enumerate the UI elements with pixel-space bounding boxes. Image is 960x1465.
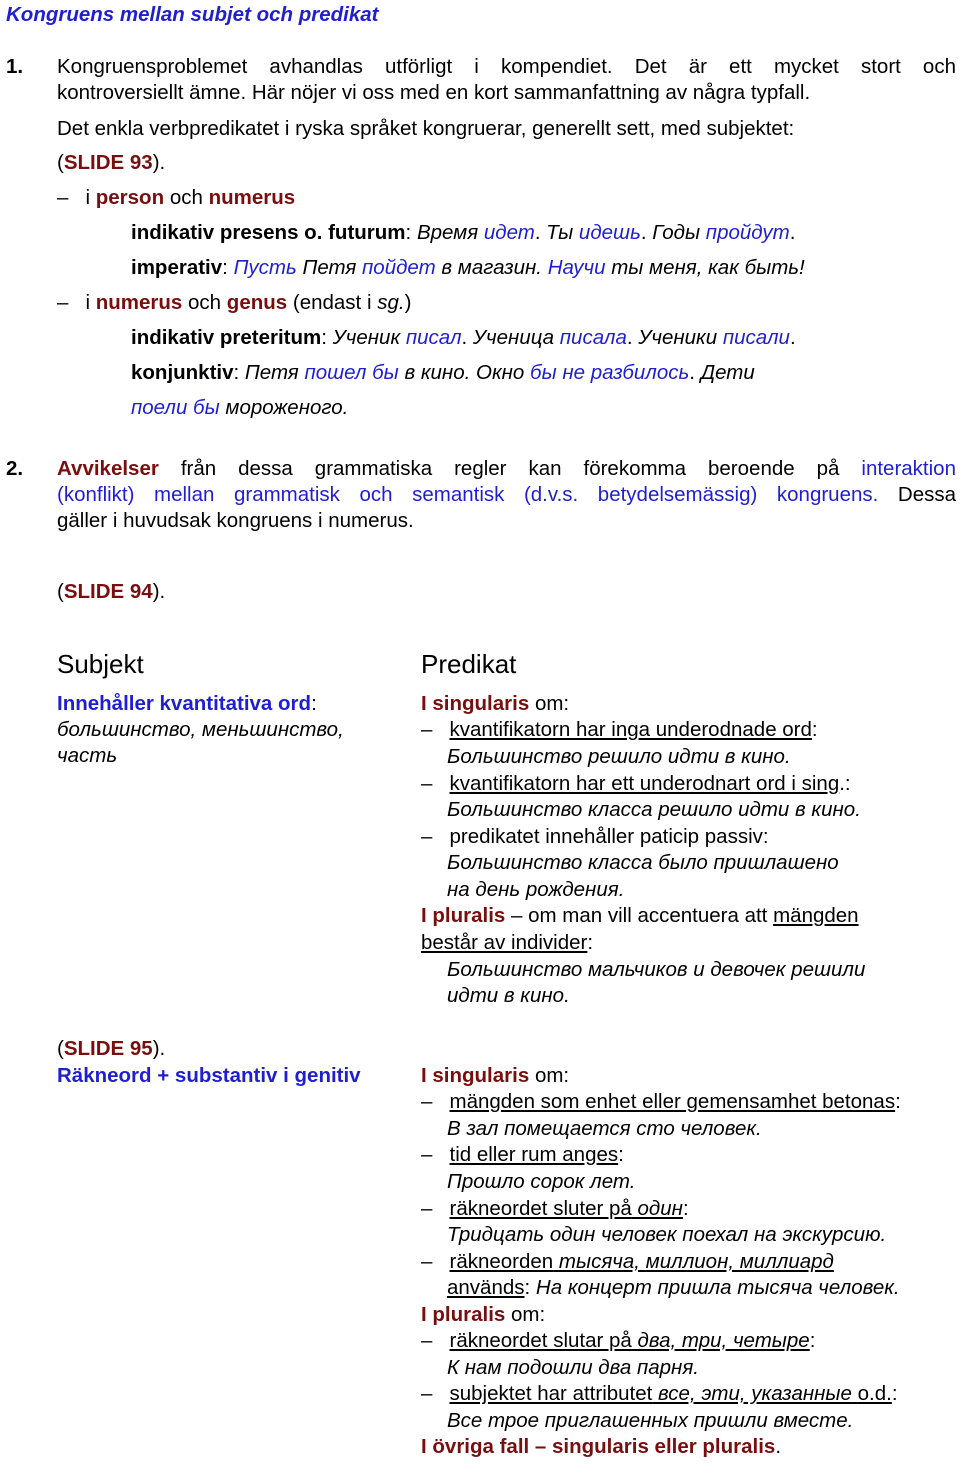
term-singularis: I singularis xyxy=(421,1064,530,1087)
rule-text: används xyxy=(447,1276,525,1299)
om-text: om: xyxy=(534,692,570,715)
predikat-ex-2: Большинство класса решило идти в кино. xyxy=(447,798,861,821)
subjekt-label: Innehåller kvantitativa ord: xyxy=(57,692,317,715)
rule-italic: два, три, четыре xyxy=(637,1329,810,1352)
rule-text: mängden som enhet eller gemensamhet betonas xyxy=(449,1090,896,1113)
slide-ref-94: (SLIDE 94). xyxy=(57,580,166,603)
term-genus: genus xyxy=(226,291,288,314)
predikat-ex-3b: на день рождения. xyxy=(447,878,625,901)
rule-text-part: räkneordet slutar på xyxy=(449,1329,632,1352)
predikat-pluralis-cont: består av individer: xyxy=(421,931,594,954)
example-line-presens: indikativ presens o. futurum: Время идет. Ты идешь. Годы пройдут. xyxy=(131,221,796,244)
rule-text xyxy=(450,1329,810,1352)
predikat-heading: Predikat xyxy=(421,649,517,679)
rule-text-part: subjektet har attributet xyxy=(449,1382,653,1405)
s95-dash-1: – mängden som enhet eller gemensamhet betonas: xyxy=(421,1090,901,1113)
ex-subject: Петя xyxy=(244,361,299,384)
mood-label: konjunktiv xyxy=(131,361,234,384)
s2-paragraph-line3: gäller i huvudsak kongruens i numerus. xyxy=(57,509,414,532)
ex-subject: Окно xyxy=(476,361,525,384)
raekneord-label: Räkneord + substantiv i genitiv xyxy=(57,1064,361,1087)
rule-italic: тысяча, миллион, миллиард xyxy=(558,1250,834,1273)
ex-verb: идет xyxy=(483,221,535,244)
ex-verb: писали xyxy=(722,326,790,349)
ex-rest: ты меня, как быть! xyxy=(611,256,805,279)
predikat-dash-1: – kvantifikatorn har inga underodnade ord: xyxy=(421,718,818,741)
ex-subject: Время xyxy=(416,221,479,244)
section-number-2: 2. xyxy=(6,457,24,480)
predikat-ex-3a: Большинство класса было пришлашено xyxy=(447,851,839,874)
term-pluralis: I pluralis xyxy=(421,1303,506,1326)
dash-item-numerus-genus: – i numerus och genus (endast i sg.) xyxy=(57,291,412,314)
ex-rest: в магазин. xyxy=(441,256,542,279)
s95-dash-4: – räkneorden тысяча, миллион, миллиард xyxy=(421,1250,834,1273)
ex-verb: бы не разбилось xyxy=(530,361,690,384)
predikat-ex-1: Большинство решило идти в кино. xyxy=(447,745,791,768)
plur-underlined: består av individer xyxy=(421,931,588,954)
s95-ex-5: К нам подошли два парня. xyxy=(447,1356,699,1379)
ex-verb: пошел бы xyxy=(304,361,399,384)
s1-paragraph-2: Det enkla verbpredikatet i ryska språket kongruerar, generellt sett, med subjektet: xyxy=(57,117,795,140)
s95-dash-6: – subjektet har attributet все, эти, указанные o.d.: xyxy=(421,1382,898,1405)
example-line-imperativ: imperativ: Пусть Петя пойдет в магазин. Научи ты меня, как быть! xyxy=(131,256,805,279)
rule-text xyxy=(450,1382,892,1405)
rule-text-part: räkneordet sluter på xyxy=(449,1197,632,1220)
subjekt-heading: Subjekt xyxy=(57,649,144,679)
term-avvikelser: Avvikelser xyxy=(57,457,159,480)
ex-rest: мороженого. xyxy=(225,396,349,419)
s95-singularis xyxy=(421,1063,569,1089)
ex-subject: Годы xyxy=(652,221,701,244)
ex-subject: Ты xyxy=(546,221,574,244)
s2-highlight: interaktion xyxy=(861,457,956,480)
example-line-konjunktiv-cont xyxy=(131,395,348,421)
plur-text: om man vill accentuera att xyxy=(528,904,768,927)
rule-text: kvantifikatorn har inga underodnade ord xyxy=(449,718,812,741)
slide-label: SLIDE 93 xyxy=(63,151,153,174)
ex-verb: писала xyxy=(559,326,627,349)
predikat-dash-3: – predikatet innehåller paticip passiv: xyxy=(421,825,769,848)
ex-subject: Дети xyxy=(700,361,755,384)
section-number-1: 1. xyxy=(6,55,24,78)
ex-verb: пойдет xyxy=(362,256,436,279)
s1-paragraph-line1: Kongruensproblemet avhandlas utförligt i kompendiet. Det är ett mycket stort och xyxy=(57,55,956,78)
dash-item-person-numerus: – i person och numerus xyxy=(57,186,296,209)
s95-ex-1: В зал помещается сто человек. xyxy=(447,1117,762,1140)
rule-text-part: räkneorden xyxy=(449,1250,554,1273)
s95-dash-5: – räkneordet slutar på два, три, четыре: xyxy=(421,1329,816,1352)
ex-rest: в кино. xyxy=(404,361,471,384)
subjekt-words-line2: часть xyxy=(57,744,118,767)
ex-verb: идешь xyxy=(578,221,641,244)
om-text: om: xyxy=(534,1064,570,1087)
s1-paragraph-line2: kontroversiellt ämne. Här nöjer vi oss med en kort sammanfattning av några typfall. xyxy=(57,81,811,104)
subjekt-label-text: Innehåller kvantitativa ord xyxy=(57,692,312,715)
ex-verb: поели бы xyxy=(131,396,220,419)
ex-subject: Петя xyxy=(302,256,357,279)
ex-subject: Ученик xyxy=(332,326,401,349)
ex-subject: Ученица xyxy=(472,326,555,349)
term-numerus: numerus xyxy=(208,186,296,209)
rule-text: predikatet innehåller paticip passiv: xyxy=(449,825,769,848)
rule-text: kvantifikatorn har ett underodnart ord i sing xyxy=(449,772,840,795)
plur-underlined: mängden xyxy=(773,904,859,927)
subjekt-words-line1: большинство, меньшинство, xyxy=(57,718,344,741)
predikat-pluralis: I pluralis – om man vill accentuera att mängden xyxy=(421,904,859,927)
s2-highlight: (konflikt) mellan grammatisk och semantisk (d.v.s. betydelsemässig) kongruens. xyxy=(57,483,879,506)
ex-verb: писал xyxy=(405,326,462,349)
term-pluralis: I pluralis xyxy=(421,904,506,927)
slide-ref-95: (SLIDE 95). xyxy=(57,1037,166,1060)
mood-label: indikativ preteritum xyxy=(131,326,322,349)
rule-text xyxy=(450,1250,834,1273)
s95-other: I övriga fall – singularis eller pluralis. xyxy=(421,1435,782,1458)
rule-italic: все, эти, указанные xyxy=(658,1382,852,1405)
rule-italic: один xyxy=(637,1197,683,1220)
term-singularis: I singularis xyxy=(421,692,530,715)
s95-dash-2: – tid eller rum anges: xyxy=(421,1143,624,1166)
predikat-singularis xyxy=(421,691,569,717)
ex-verb: пройдут xyxy=(705,221,790,244)
s95-ex-2: Прошло сорок лет. xyxy=(447,1170,636,1193)
s2-text: Dessa xyxy=(897,483,957,506)
s95-dash-4-cont: används: На концерт пришла тысяча человек. xyxy=(447,1276,900,1299)
predikat-ex-4b: идти в кино. xyxy=(447,984,570,1007)
slide-ref-93: (SLIDE 93). xyxy=(57,151,166,174)
example-line-preteritum: indikativ preteritum: Ученик писал. Ученица писала. Ученики писали. xyxy=(131,326,796,349)
s95-pluralis xyxy=(421,1302,545,1328)
conj-och: och xyxy=(169,186,203,209)
note-endast: (endast i xyxy=(292,291,372,314)
rule-text xyxy=(450,1197,683,1220)
term-other: I övriga fall – singularis eller pluralis xyxy=(421,1435,776,1458)
page-title: Kongruens mellan subjet och predikat xyxy=(6,3,379,26)
s95-ex-6: Все трое приглашенных пришли вместе. xyxy=(447,1409,854,1432)
s2-paragraph-line2 xyxy=(57,482,956,508)
note-sg: sg. xyxy=(377,291,405,314)
s2-text: från dessa grammatiska regler kan förekomma beroende på xyxy=(180,457,840,480)
ex-subject: Ученики xyxy=(638,326,718,349)
example-line-konjunktiv: konjunktiv: Петя пошел бы в кино. Окно бы не разбилось. Дети xyxy=(131,361,755,384)
s2-paragraph-line1 xyxy=(57,456,956,482)
term-person: person xyxy=(95,186,165,209)
rule-text-part: o.d. xyxy=(857,1382,892,1405)
ex-verb: Пусть xyxy=(233,256,297,279)
s95-dash-3: – räkneordet sluter på один: xyxy=(421,1197,689,1220)
slide-label: SLIDE 95 xyxy=(63,1037,153,1060)
mood-label: indikativ presens o. futurum xyxy=(131,221,406,244)
rule-text: tid eller rum anges xyxy=(449,1143,619,1166)
mood-label: imperativ xyxy=(131,256,223,279)
slide-label: SLIDE 94 xyxy=(63,580,153,603)
ex-verb: Научи xyxy=(547,256,606,279)
predikat-dash-2: – kvantifikatorn har ett underodnart ord i sing.: xyxy=(421,772,851,795)
s95-ex-3: Тридцать один человек поехал на экскурсию. xyxy=(447,1223,887,1246)
om-text: om: xyxy=(511,1303,546,1326)
conj-och: och xyxy=(188,291,222,314)
predikat-ex-4a: Большинство мальчиков и девочек решили xyxy=(447,958,866,981)
term-numerus: numerus xyxy=(95,291,183,314)
rule-example: На концерт пришла тысяча человек. xyxy=(535,1276,900,1299)
